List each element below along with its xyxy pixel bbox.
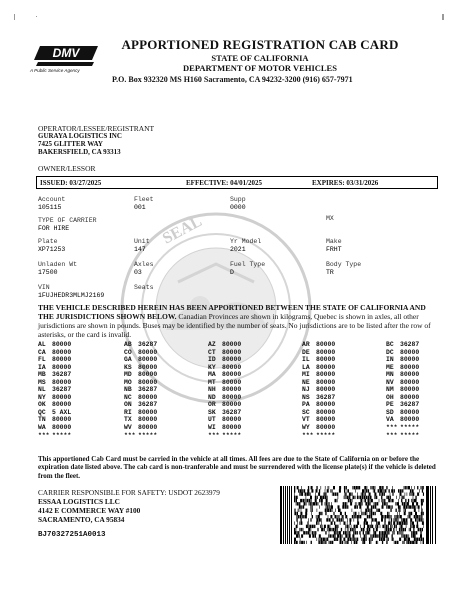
department-address: P.O. Box 932320 MS H160 Sacramento, CA 94232-3200 (916) 657-7971 [112,75,353,84]
account-label: Account [38,196,66,203]
jurisdiction-code: WY [302,424,310,432]
jurisdiction-code: MT [208,378,216,386]
jurisdiction-weight: 80000 [222,348,242,356]
plate-value: XP71253 [38,246,66,253]
vin-label: VIN [38,284,50,291]
svg-text:DMV: DMV [52,46,80,60]
jurisdiction-code: OR [208,401,216,409]
seats-label: Seats [134,284,154,291]
jurisdiction-weight: 80000 [222,363,242,371]
jurisdiction-code: NS [302,393,310,401]
unit-value: 147 [134,246,146,253]
jurisdiction-code: NL [38,386,46,394]
account-value: 105115 [38,204,62,211]
jurisdiction-weight: 80000 [316,356,336,364]
registrant-name: GURAYA LOGISTICS INC [38,132,122,140]
jurisdiction-code: WV [124,424,132,432]
yr-model-label: Yr Model [230,238,262,245]
jurisdiction-code: NV [386,378,394,386]
jurisdiction-weight: 80000 [52,356,72,364]
unladen-value: 17500 [38,269,58,276]
jurisdiction-code: QC [38,408,46,416]
jurisdiction-code: TX [124,416,132,424]
jurisdiction-code: DE [302,348,310,356]
carrier-type-label: TYPE OF CARRIER [38,217,97,224]
department-name: DEPARTMENT OF MOTOR VEHICLES [183,63,337,73]
fleet-label: Fleet [134,196,154,203]
jurisdiction-weight: 80000 [400,348,420,356]
mx-label: MX [326,215,334,222]
jurisdiction-code: SK [208,408,216,416]
jurisdiction-code: NH [208,386,216,394]
jurisdiction-code: RI [124,408,132,416]
jurisdiction-code: NY [38,393,46,401]
jurisdiction-code: KS [124,363,132,371]
jurisdiction-code: MD [124,371,132,379]
jurisdiction-weight: 80000 [138,424,158,432]
svg-text:SEAL: SEAL [159,212,205,248]
expires-date: EXPIRES: 03/31/2026 [312,179,379,187]
jurisdiction-code: VA [386,416,394,424]
jurisdiction-code: MS [38,378,46,386]
jurisdiction-code: MI [302,371,310,379]
carrier-street: 4142 E COMMERCE WAY #100 [38,506,141,515]
jurisdiction-code: ID [208,356,216,364]
supp-label: Supp [230,196,246,203]
jurisdiction-code: OK [38,401,46,409]
jurisdiction-weight: 80000 [316,371,336,379]
supp-value: 0000 [230,204,246,211]
axles-label: Axles [134,261,154,268]
jurisdiction-weight: 80000 [316,416,336,424]
jurisdiction-code: WA [38,424,46,432]
jurisdiction-code: MN [386,371,394,379]
carrier-city: SACRAMENTO, CA 95834 [38,515,125,524]
carrier-responsible-label: CARRIER RESPONSIBLE FOR SAFETY: USDOT 2623979 [38,488,220,497]
jurisdiction-code: IN [386,356,394,364]
jurisdiction-weight: 80000 [138,371,158,379]
cab-card-id: BJ70327251A0013 [38,531,106,539]
jurisdiction-weight: 80000 [400,356,420,364]
jurisdiction-weight: 80000 [138,378,158,386]
jurisdiction-weight: 80000 [400,378,420,386]
jurisdiction-code: PA [302,401,310,409]
jurisdiction-weight: 80000 [52,401,72,409]
document-title: APPORTIONED REGISTRATION CAB CARD [121,37,399,52]
unladen-label: Unladen Wt [38,261,78,268]
jurisdiction-code: CO [124,348,132,356]
jurisdiction-weight: 80000 [222,424,242,432]
jurisdiction-weight: 80000 [316,408,336,416]
jurisdiction-code: KY [208,363,216,371]
jurisdiction-code: AR [302,341,310,348]
jurisdiction-code: ON [124,401,132,409]
jurisdiction-weight: 80000 [138,408,158,416]
jurisdiction-code: *** [208,431,220,439]
apportionment-statement [38,303,440,339]
jurisdiction-code: IL [302,356,310,364]
jurisdiction-code: NM [386,386,394,394]
jurisdiction-weight: 80000 [222,341,242,348]
jurisdiction-weight: 36287 [138,386,158,394]
jurisdiction-code: UT [208,416,216,424]
jurisdiction-code: OH [386,393,394,401]
jurisdiction-weight: 36287 [52,371,72,379]
jurisdiction-code: DC [386,348,394,356]
jurisdiction-code: MA [208,371,216,379]
jurisdiction-weight: 80000 [222,378,242,386]
jurisdiction-code: IA [38,363,46,371]
jurisdiction-code: SD [386,408,394,416]
jurisdiction-code: *** [302,431,314,439]
jurisdiction-weight: 80000 [138,356,158,364]
jurisdiction-code: PE [386,401,394,409]
body-label: Body Type [326,261,362,268]
jurisdiction-weight: 80000 [316,341,336,348]
jurisdiction-weight: 80000 [222,393,242,401]
jurisdiction-weight: 80000 [222,401,242,409]
jurisdiction-code: CT [208,348,216,356]
jurisdiction-code: SC [302,408,310,416]
jurisdiction-weight: 36287 [222,408,242,416]
jurisdiction-weight: 80000 [138,393,158,401]
corner-mark [442,14,444,20]
carrier-type-value: FOR HIRE [38,225,70,232]
jurisdiction-code: CA [38,348,46,356]
jurisdiction-weight: ***** [222,431,242,439]
jurisdiction-weight: 80000 [222,386,242,394]
jurisdiction-weight: 5 AXL [52,408,72,416]
jurisdiction-weight: 36287 [138,341,158,348]
issued-date: ISSUED: 03/27/2025 [40,179,102,187]
jurisdiction-weight: 80000 [400,371,420,379]
jurisdiction-weight: 80000 [52,363,72,371]
jurisdiction-weight: 80000 [400,408,420,416]
jurisdiction-weight: 80000 [316,386,336,394]
body-value: TR [326,269,334,276]
registrant-city: BAKERSFIELD, CA 93313 [38,148,121,156]
jurisdiction-code: ME [386,363,394,371]
jurisdiction-code: TN [38,416,46,424]
registrant-heading: OPERATOR/LESSEE/REGISTRANT [38,124,155,133]
jurisdiction-weight: ***** [400,424,420,432]
cab-card-notice: This apportioned Cab Card must be carried in the vehicle at all times. All fees are due to the State of California on or before the expiration date listed above. The cab card is non-tranferable and must be surrendered with the license plate(s) if the vehicle is deleted from the fleet. [38,455,436,480]
axles-value: 03 [134,269,142,276]
fuel-value: D [230,269,234,276]
carrier-name: ESSAA LOGISTICS LLC [38,497,120,506]
jurisdiction-code: LA [302,363,310,371]
jurisdiction-code: *** [124,431,136,439]
statement-bold: THE VEHICLE DESCRIBED HEREIN HAS BEEN APPORTIONED BETWEEN THE STATE OF CALIFORNIA AND THE JURISDICTIONS SHOWN BELOW. [38,303,426,321]
jurisdiction-code: *** [38,431,50,439]
jurisdiction-code: NE [302,378,310,386]
vin-value: 1FUJHEDR3MLMJ2169 [38,292,105,299]
jurisdiction-code: AB [124,341,132,348]
jurisdiction-weight: 80000 [52,348,72,356]
jurisdiction-code: NB [124,386,132,394]
jurisdiction-weight: 80000 [316,424,336,432]
make-value: FRHT [326,246,342,253]
jurisdiction-code: NJ [302,386,310,394]
jurisdiction-weight: 80000 [400,363,420,371]
jurisdiction-weight: 80000 [138,363,158,371]
jurisdiction-code: AZ [208,341,216,348]
jurisdiction-weight: 80000 [52,416,72,424]
jurisdiction-weight: 80000 [138,348,158,356]
jurisdiction-weight: ***** [52,431,72,439]
jurisdiction-weight: 80000 [222,371,242,379]
corner-mark [36,16,37,17]
jurisdiction-weight: 80000 [138,416,158,424]
jurisdiction-code: NC [124,393,132,401]
plate-label: Plate [38,238,58,245]
statement-rest: Canadian Provinces are shown in kilograms, Quebec is shown in axles, all other jurisdictions are shown in pounds. Buses may be identified by the number of seats. No jurisdictions are to be listed after the row of asterisks, or the card is invalid. [38,312,431,339]
jurisdiction-weight: 80000 [52,393,72,401]
jurisdiction-weight: 80000 [52,378,72,386]
jurisdiction-code: AL [38,341,46,348]
jurisdiction-code: MO [124,378,132,386]
owner-lessor-label: OWNER/LESSOR [38,164,96,173]
jurisdiction-weight: 80000 [222,356,242,364]
jurisdiction-code: WI [208,424,216,432]
jurisdiction-weight: ***** [316,431,336,439]
corner-mark [14,14,15,20]
jurisdiction-weight: 80000 [400,416,420,424]
jurisdiction-weight: 80000 [400,386,420,394]
jurisdiction-weight: ***** [138,431,158,439]
yr-model-value: 2021 [230,246,246,253]
jurisdiction-code: ND [208,393,216,401]
jurisdiction-weight: 80000 [222,416,242,424]
jurisdiction-weight: 80000 [400,393,420,401]
fleet-value: 001 [134,204,146,211]
jurisdiction-code: *** [386,431,398,439]
jurisdiction-code: *** [386,424,398,432]
jurisdiction-weight: 80000 [316,363,336,371]
jurisdiction-code: FL [38,356,46,364]
jurisdiction-code: VT [302,416,310,424]
registrant-street: 7425 GLITTER WAY [38,140,103,148]
make-label: Make [326,238,342,245]
jurisdiction-weight: 36287 [316,393,336,401]
jurisdiction-weight: 36287 [400,401,420,409]
fuel-label: Fuel Type [230,261,266,268]
pdf417-barcode [280,486,438,544]
jurisdiction-weight: 36287 [52,386,72,394]
jurisdiction-weight: 80000 [52,341,72,348]
jurisdiction-code: GA [124,356,132,364]
jurisdiction-code: BC [386,341,394,348]
state-name: STATE OF CALIFORNIA [211,53,309,63]
jurisdiction-weight: 80000 [52,424,72,432]
dmv-tagline: A Public Service Agency [30,68,80,73]
jurisdiction-code: MB [38,371,46,379]
jurisdiction-weight: 80000 [316,378,336,386]
effective-date: EFFECTIVE: 04/01/2025 [186,179,263,187]
jurisdiction-weight: 80000 [316,348,336,356]
jurisdiction-weight: 36287 [138,401,158,409]
jurisdiction-weight: 36287 [400,341,420,348]
jurisdiction-weight: ***** [400,431,420,439]
unit-label: Unit [134,238,150,245]
jurisdiction-weight: 80000 [316,401,336,409]
